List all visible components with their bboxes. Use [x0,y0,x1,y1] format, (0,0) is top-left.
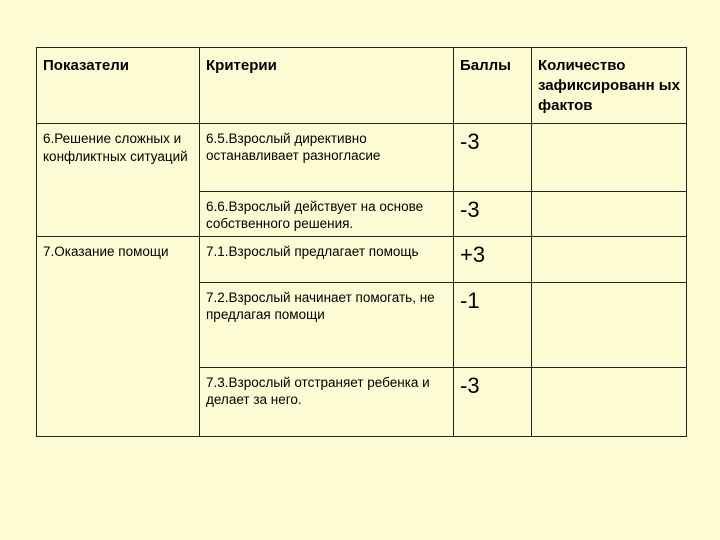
header-indicators: Показатели [37,48,200,124]
criterion-cell: 6.6.Взрослый действует на основе собственного решения. [200,192,454,237]
header-points: Баллы [454,48,532,124]
criterion-cell: 7.1.Взрослый предлагает помощь [200,237,454,283]
criteria-table [36,47,687,437]
criterion-cell: 7.2.Взрослый начинает помогать, не предлагая помощи [200,283,454,368]
count-cell [532,124,687,192]
table-row [37,124,687,192]
score-cell: -1 [454,283,532,368]
criterion-cell: 6.5.Взрослый директивно останавливает разногласие [200,124,454,192]
criterion-cell: 7.3.Взрослый отстраняет ребенка и делает за него. [200,368,454,437]
count-cell [532,283,687,368]
header-criteria: Критерии [200,48,454,124]
count-cell [532,368,687,437]
count-cell [532,237,687,283]
count-cell [532,192,687,237]
score-cell: -3 [454,368,532,437]
header-count: Количество зафиксированн ых фактов [532,48,687,124]
score-cell: -3 [454,124,532,192]
score-cell: +3 [454,237,532,283]
table-header-row [37,48,687,124]
score-cell: -3 [454,192,532,237]
indicator-cell: 7.Оказание помощи [37,237,200,437]
indicator-cell: 6.Решение сложных и конфликтных ситуаций [37,124,200,237]
table-row [37,237,687,283]
